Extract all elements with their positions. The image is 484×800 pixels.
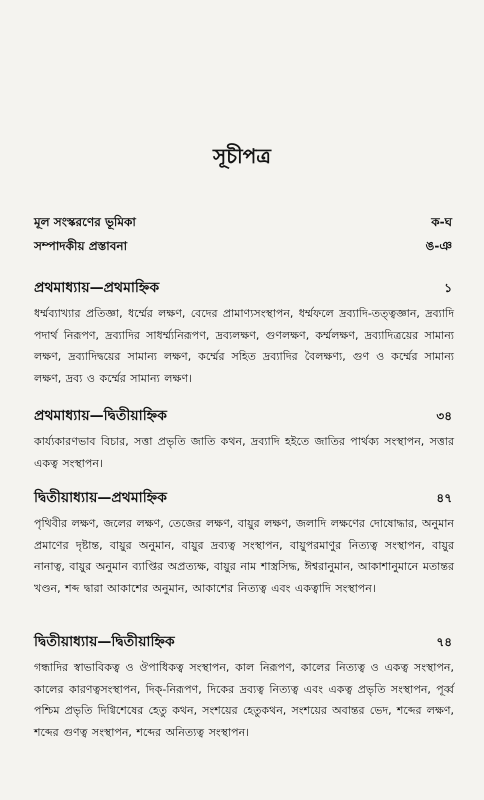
toc-section xyxy=(34,630,454,743)
toc-section xyxy=(34,486,454,599)
front-matter-label: সম্পাদকীয় প্রস্তাবনা xyxy=(34,239,128,253)
section-heading-row xyxy=(34,486,454,510)
section-heading-row xyxy=(34,276,454,300)
front-matter-page: ক-ঘ xyxy=(431,215,452,229)
section-heading: দ্বিতীয়াধ্যায়—দ্বিতীয়াহ্নিক xyxy=(34,634,175,650)
section-contents: কার্য্যকারণভাব বিচার, সত্তা প্রভৃতি জাতি কথন, দ্রব্যাদি হইতে জাতির পার্থক্য সংস্থাপন, সত্তার একত্ব সংস্থাপন। xyxy=(34,435,454,470)
section-page: ৪৭ xyxy=(436,491,452,505)
front-matter-page: ঙ-ঞ xyxy=(425,239,452,253)
section-heading: প্রথমাধ্যায়—প্রথমাহ্নিক xyxy=(34,280,160,296)
section-heading: দ্বিতীয়াধ্যায়—প্রথমাহ্নিক xyxy=(34,490,167,506)
section-heading-row xyxy=(34,630,454,654)
front-matter-row xyxy=(34,238,454,258)
section-page: ৩৪ xyxy=(436,409,452,423)
front-matter-label: মূল সংস্করণের ভূমিকা xyxy=(34,215,136,229)
toc-section xyxy=(34,276,454,389)
section-contents: পৃথিবীর লক্ষণ, জলের লক্ষণ, তেজের লক্ষণ, বায়ুর লক্ষণ, জলাদি লক্ষণের দোষোদ্ধার, অনুমান প্রমাণের দৃষ্টান্ত, বায়ুর অনুমান, বায়ুর দ্রব্যত্ব সংস্থাপন, বায়ুপরমাণুর নিত্যত্ব সংস্থাপন, বায়ুর নানাত্ব, বায়ুর অনুমান ব্যাপ্তির অপ্রত্যক্ষ, বায়ুর নাম শাস্ত্রসিদ্ধ, ঈশ্বরানুমান, আকাশানুমানে মতান্তর খণ্ডন, শব্দ দ্বারা আকাশের অনুমান, আকাশের নিত্যত্ব এবং একত্বাদি সংস্থাপন। xyxy=(34,517,454,595)
section-page: ১ xyxy=(444,281,452,295)
section-heading: প্রথমাধ্যায়—দ্বিতীয়াহ্নিক xyxy=(34,408,167,424)
section-contents: ধর্ম্মব্যাখ্যার প্রতিজ্ঞা, ধর্ম্মের লক্ষণ, বেদের প্রামাণ্যসংস্থাপন, ধর্ম্মফলে দ্রব্যাদি-তত্ত্বজ্ঞান, দ্রব্যাদি পদার্থ নিরূপণ, দ্রব্যাদির সাধর্ম্ম্যনিরূপণ, দ্রব্যলক্ষণ, গুণলক্ষণ, কর্ম্মলক্ষণ, দ্রব্যাদিত্রয়ের সামান্য লক্ষণ, দ্রব্যাদিদ্বয়ের সামান্য লক্ষণ, কর্ম্মের সহিত দ্রব্যাদির বৈলক্ষণ্য, গুণ ও কর্ম্মের সামান্য লক্ষণ, দ্রব্য ও কর্ম্মের সামান্য লক্ষণ। xyxy=(34,307,454,385)
section-heading-row xyxy=(34,404,454,428)
toc-section xyxy=(34,404,454,474)
section-page: ৭৪ xyxy=(436,635,452,649)
page-title: সূচীপত্র xyxy=(213,144,271,168)
section-contents: গন্ধাদির স্বাভাবিকত্ব ও ঔপাধিকত্ব সংস্থাপন, কাল নিরূপণ, কালের নিত্যত্ব ও একত্ব সংস্থাপন, কালের কারণত্বসংস্থাপন, দিক্‌-নিরূপণ, দিকের দ্রব্যত্ব নিত্যত্ব এবং একত্ব প্রভৃতি সংস্থাপন, পূর্ব্ব পশ্চিম প্রভৃতি দিগ্বিশেষের হেতু কথন, সংশয়ের হেতুকথন, সংশয়ের অবান্তর ভেদ, শব্দের লক্ষণ, শব্দের গুণত্ব সংস্থাপন, শব্দের অনিত্যত্ব সংস্থাপন। xyxy=(34,661,454,739)
front-matter-row xyxy=(34,214,454,234)
